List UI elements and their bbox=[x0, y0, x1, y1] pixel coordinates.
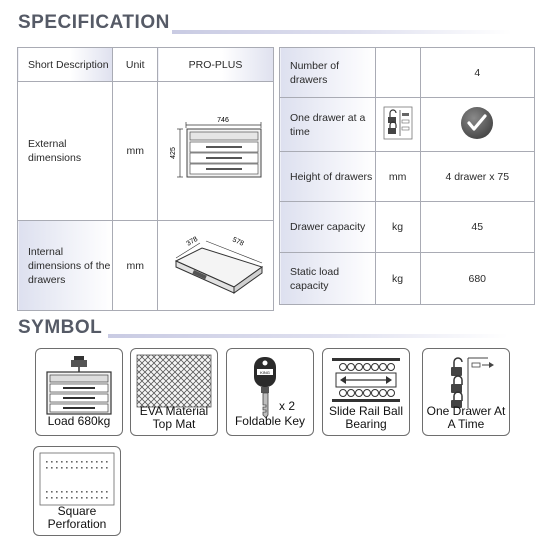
perforation-hole bbox=[61, 491, 63, 493]
row-value: 45 bbox=[420, 202, 534, 253]
spec-table-left bbox=[17, 47, 274, 311]
perforation-hole bbox=[71, 461, 73, 463]
table-row bbox=[18, 221, 274, 311]
perforation-hole bbox=[101, 467, 103, 469]
checkmark-icon bbox=[460, 106, 494, 140]
spec-table-right bbox=[279, 47, 535, 305]
perforation-hole bbox=[56, 461, 58, 463]
perforation-hole bbox=[106, 461, 108, 463]
perforation-hole bbox=[86, 497, 88, 499]
perforation-hole bbox=[96, 491, 98, 493]
symbol-label: Slide Rail Ball Bearing bbox=[328, 404, 404, 431]
header-unit: Unit bbox=[113, 48, 158, 82]
perforation-hole bbox=[66, 491, 68, 493]
row-unit: kg bbox=[375, 253, 420, 305]
symbol-underline bbox=[108, 334, 508, 338]
dim-a-label: 378 bbox=[185, 235, 200, 248]
perforation-hole bbox=[56, 497, 58, 499]
perforation-hole bbox=[91, 497, 93, 499]
perforation-hole bbox=[76, 491, 78, 493]
symbol-square-perforation bbox=[33, 446, 121, 536]
row-unit bbox=[375, 48, 420, 98]
foldable-key-icon bbox=[232, 354, 308, 420]
cabinet-load-icon bbox=[41, 354, 117, 416]
perforation-hole bbox=[51, 491, 53, 493]
perforation-hole bbox=[91, 491, 93, 493]
perforation-hole bbox=[76, 467, 78, 469]
perforation-hole bbox=[81, 491, 83, 493]
perforation-hole bbox=[91, 467, 93, 469]
perforation-hole bbox=[76, 461, 78, 463]
table-row bbox=[280, 202, 535, 253]
table-row bbox=[18, 82, 274, 221]
symbol-label: Foldable Key bbox=[234, 414, 306, 428]
perforation-hole bbox=[51, 461, 53, 463]
header-pro-plus: PRO-PLUS bbox=[158, 48, 274, 82]
ball-bearing-icon bbox=[328, 354, 404, 406]
perforation-hole bbox=[71, 491, 73, 493]
symbol-eva-mat bbox=[130, 348, 218, 436]
perforation-hole bbox=[66, 497, 68, 499]
perforation-hole bbox=[101, 461, 103, 463]
perforation-hole bbox=[56, 491, 58, 493]
eva-mat-icon bbox=[136, 354, 212, 408]
internal-dimension-cell bbox=[158, 221, 274, 311]
dim-height-label: 425 bbox=[170, 147, 177, 159]
cabinet-drawing-icon bbox=[158, 82, 272, 217]
external-dimension-cell bbox=[158, 82, 274, 221]
row-label: Static load capacity bbox=[280, 253, 376, 305]
table-row bbox=[280, 98, 535, 152]
table-row bbox=[280, 48, 535, 98]
dim-b-label: 578 bbox=[231, 236, 245, 248]
row-value: 4 drawer x 75 bbox=[420, 152, 534, 202]
row-description: Internal dimensions of the drawers bbox=[18, 221, 113, 311]
symbol-label: Load 680kg bbox=[47, 414, 111, 428]
symbol-label: EVA Material Top Mat bbox=[139, 404, 209, 431]
perforation-hole bbox=[81, 497, 83, 499]
row-label: One drawer at a time bbox=[280, 98, 376, 152]
row-label: Number of drawers bbox=[280, 48, 376, 98]
symbol-load bbox=[35, 348, 123, 436]
perforation-hole bbox=[106, 497, 108, 499]
row-unit: kg bbox=[375, 202, 420, 253]
symbol-one-drawer bbox=[422, 348, 510, 436]
perforation-hole bbox=[86, 467, 88, 469]
row-value: 4 bbox=[420, 48, 534, 98]
perforation-hole bbox=[106, 467, 108, 469]
row-description: External dimensions bbox=[18, 82, 113, 221]
row-value: 680 bbox=[420, 253, 534, 305]
perforation-hole bbox=[106, 491, 108, 493]
header-short-description: Short Description bbox=[18, 48, 113, 82]
row-unit: mm bbox=[375, 152, 420, 202]
perforation-hole bbox=[56, 467, 58, 469]
perforation-icon bbox=[39, 452, 115, 506]
perforation-hole bbox=[46, 467, 48, 469]
perforation-hole bbox=[66, 461, 68, 463]
perforation-hole bbox=[86, 461, 88, 463]
perforation-hole bbox=[51, 497, 53, 499]
perforation-hole bbox=[46, 491, 48, 493]
row-unit: mm bbox=[113, 82, 158, 221]
perforation-hole bbox=[51, 467, 53, 469]
row-label: Height of drawers bbox=[280, 152, 376, 202]
perforation-hole bbox=[61, 461, 63, 463]
perforation-hole bbox=[81, 461, 83, 463]
perforation-hole bbox=[101, 497, 103, 499]
perforation-hole bbox=[71, 467, 73, 469]
perforation-hole bbox=[86, 491, 88, 493]
drawer-drawing-icon bbox=[158, 221, 272, 307]
padlock-icon bbox=[383, 106, 413, 140]
row-value-check-cell bbox=[420, 98, 534, 152]
row-label: Drawer capacity bbox=[280, 202, 376, 253]
perforation-hole bbox=[61, 497, 63, 499]
perforation-hole bbox=[101, 491, 103, 493]
table-row bbox=[280, 253, 535, 305]
table-header-row bbox=[18, 48, 274, 82]
perforation-hole bbox=[61, 467, 63, 469]
table-row bbox=[280, 152, 535, 202]
perforation-hole bbox=[66, 467, 68, 469]
dim-width-label: 746 bbox=[217, 117, 229, 124]
symbol-slide-rail bbox=[322, 348, 410, 436]
perforation-hole bbox=[81, 467, 83, 469]
specification-heading: SPECIFICATION bbox=[18, 12, 170, 33]
symbol-foldable-key bbox=[226, 348, 314, 436]
row-unit-icon-cell bbox=[375, 98, 420, 152]
symbol-label: Square Perforation bbox=[47, 504, 107, 531]
perforation-hole bbox=[96, 497, 98, 499]
symbol-heading: SYMBOL bbox=[18, 317, 103, 338]
perforation-hole bbox=[71, 497, 73, 499]
perforation-hole bbox=[76, 497, 78, 499]
symbol-label: One Drawer At A Time bbox=[426, 404, 506, 431]
perforation-hole bbox=[46, 461, 48, 463]
specification-underline bbox=[172, 30, 512, 34]
row-unit: mm bbox=[113, 221, 158, 311]
perforation-hole bbox=[96, 461, 98, 463]
perforation-hole bbox=[96, 467, 98, 469]
perforation-hole bbox=[46, 497, 48, 499]
key-quantity: x 2 bbox=[279, 399, 296, 413]
perforation-hole bbox=[91, 461, 93, 463]
svg-text:KING: KING bbox=[260, 370, 270, 375]
padlock-icon bbox=[428, 354, 504, 408]
